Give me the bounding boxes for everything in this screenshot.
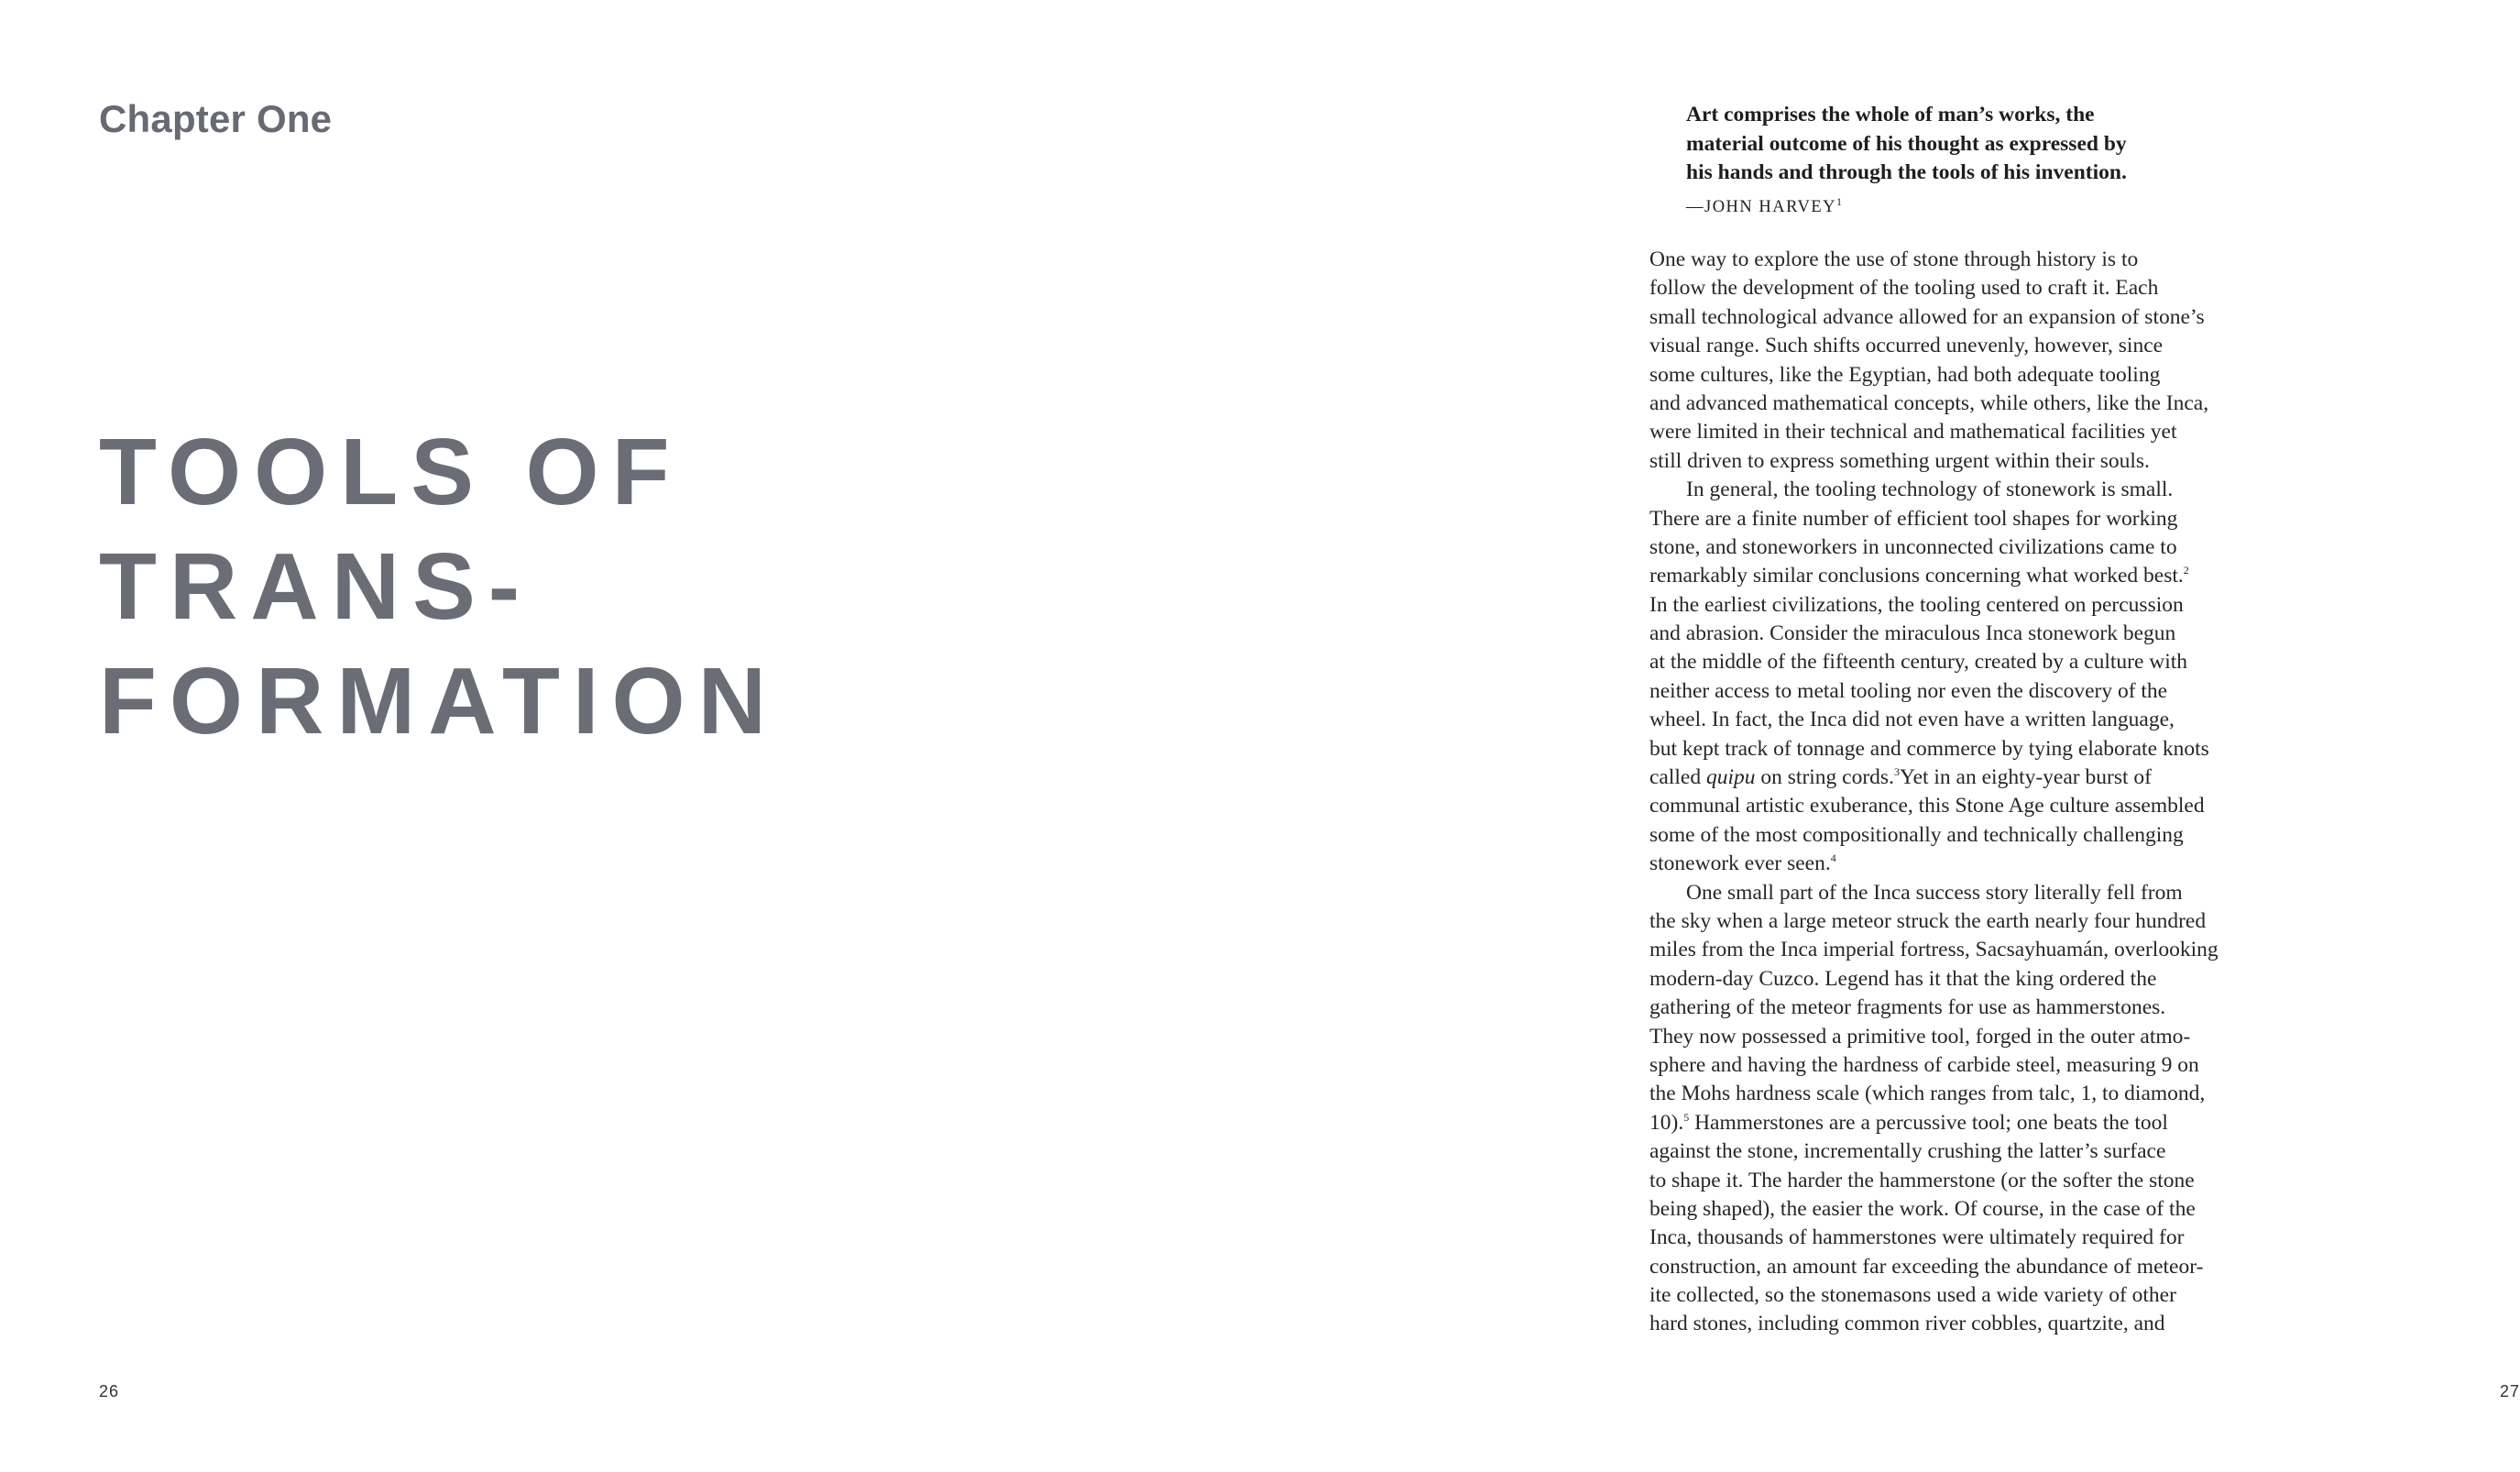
body-line xyxy=(1649,1195,2273,1224)
body-line-text: In the earliest civilizations, the tooling centered on percussion xyxy=(1649,592,2184,617)
footnote-marker: 3 xyxy=(1893,765,1900,779)
body-line xyxy=(1649,1023,2273,1051)
body-line xyxy=(1649,447,2273,476)
body-line-text: still driven to express something urgent within their souls. xyxy=(1649,448,2150,473)
body-line-text: and advanced mathematical concepts, while others, like the Inca, xyxy=(1649,390,2209,415)
body-line-text: visual range. Such shifts occurred unevenly, however, since xyxy=(1649,334,2164,358)
body-line-text: gathering of the meteor fragments for use as hammerstones. xyxy=(1649,995,2166,1020)
body-line xyxy=(1649,246,2273,274)
body-line-text: Hammerstones are a percussive tool; one beats the tool xyxy=(1689,1110,2168,1135)
body-line-text: One way to explore the use of stone through history is to xyxy=(1649,247,2139,271)
body-line-text: but kept track of tonnage and commerce by tying elaborate knots xyxy=(1649,736,2209,761)
body-line-text: In general, the tooling technology of stonework is small. xyxy=(1686,478,2174,502)
body-line-text: remarkably similar conclusions concerning what worked best. xyxy=(1649,564,2184,588)
body-line xyxy=(1649,418,2273,446)
body-line-text: to shape it. The harder the hammerstone (or the softer the stone xyxy=(1649,1168,2195,1192)
body-line xyxy=(1649,332,2273,360)
body-line-text: construction, an amount far exceeding the abundance of meteor- xyxy=(1649,1254,2204,1279)
body-line xyxy=(1649,361,2273,390)
body-line xyxy=(1649,1109,2273,1137)
body-line xyxy=(1649,792,2273,820)
body-line-text: Yet in an eighty-year burst of xyxy=(1899,765,2152,790)
page-number-left: 26 xyxy=(99,1382,120,1401)
body-line-text: the sky when a large meteor struck the earth nearly four hundred xyxy=(1649,908,2207,933)
footnote-marker: 5 xyxy=(1683,1110,1690,1124)
body-line xyxy=(1649,533,2273,562)
body-line-text: There are a finite number of efficient tool shapes for working xyxy=(1649,506,2178,531)
body-line-text: at the middle of the fifteenth century, created by a culture with xyxy=(1649,650,2188,675)
body-line xyxy=(1649,763,2273,792)
epigraph-line: Art comprises the whole of man’s works, the xyxy=(1686,103,2095,126)
body-line xyxy=(1649,1167,2273,1195)
body-line-text: hard stones, including common river cobbles, quartzite, and xyxy=(1649,1312,2165,1336)
chapter-label: Chapter One xyxy=(99,97,333,140)
body-line xyxy=(1649,620,2273,648)
body-text xyxy=(1649,246,2273,1339)
body-line xyxy=(1649,1051,2273,1080)
body-line-text: on string cords. xyxy=(1755,765,1894,790)
body-line xyxy=(1649,936,2273,964)
body-line-text: small technological advance allowed for an expansion of stone’s xyxy=(1649,304,2205,329)
body-line xyxy=(1649,821,2273,850)
body-line xyxy=(1649,648,2273,676)
body-line-text: being shaped), the easier the work. Of course, in the case of the xyxy=(1649,1196,2196,1221)
body-line xyxy=(1649,476,2273,504)
body-line-text: Inca, thousands of hammerstones were ultimately required for xyxy=(1649,1225,2185,1250)
body-line-text: miles from the Inca imperial fortress, Sacsayhuamán, overlooking xyxy=(1649,938,2219,962)
body-line-text: communal artistic exuberance, this Stone Age culture assembled xyxy=(1649,794,2205,818)
body-line-text: sphere and having the hardness of carbide steel, measuring 9 on xyxy=(1649,1052,2199,1077)
left-page xyxy=(0,0,1173,1472)
body-line-text: the Mohs hardness scale (which ranges from talc, 1, to diamond, xyxy=(1649,1082,2206,1106)
body-line-text: stonework ever seen. xyxy=(1649,851,1831,876)
body-line xyxy=(1649,965,2273,994)
body-line-text: ite collected, so the stonemasons used a wide variety of other xyxy=(1649,1283,2176,1308)
body-line xyxy=(1649,1253,2273,1281)
italic-term: quipu xyxy=(1705,765,1756,790)
body-line xyxy=(1649,850,2273,878)
body-line xyxy=(1649,1281,2273,1310)
body-line xyxy=(1649,907,2273,936)
body-line-text: follow the development of the tooling used to craft it. Each xyxy=(1649,276,2159,301)
body-line xyxy=(1649,706,2273,734)
chapter-title-line: TOOLS OF xyxy=(99,419,683,524)
chapter-title xyxy=(99,414,779,758)
body-line-text: against the stone, incrementally crushing the latter’s surface xyxy=(1649,1139,2166,1164)
body-line xyxy=(1649,390,2273,418)
chapter-title-line: TRANS- xyxy=(99,533,533,639)
body-line-text: some cultures, like the Egyptian, had both adequate tooling xyxy=(1649,362,2161,387)
footnote-marker: 2 xyxy=(2183,564,2189,577)
body-line xyxy=(1649,562,2273,590)
body-line-text: neither access to metal tooling nor even the discovery of the xyxy=(1649,678,2168,703)
body-line xyxy=(1649,1310,2273,1338)
body-line-text: called xyxy=(1649,765,1706,790)
epigraph xyxy=(1686,101,2236,222)
epigraph-author: —JOHN HARVEY xyxy=(1686,197,1837,216)
epigraph-quote xyxy=(1686,101,2236,188)
body-line xyxy=(1649,677,2273,706)
footnote-marker: 4 xyxy=(1830,851,1836,865)
body-line xyxy=(1649,274,2273,302)
body-line xyxy=(1649,994,2273,1022)
body-line xyxy=(1649,735,2273,763)
body-line-text: They now possessed a primitive tool, forged in the outer atmo- xyxy=(1649,1024,2191,1049)
body-line-text: One small part of the Inca success story literally fell from xyxy=(1686,880,2183,905)
body-line-text: some of the most compositionally and technically challenging xyxy=(1649,822,2184,847)
body-line-text: 10). xyxy=(1649,1110,1684,1135)
epigraph-line: his hands and through the tools of his invention. xyxy=(1686,160,2127,184)
body-line-text: wheel. In fact, the Inca did not even have a written language, xyxy=(1649,708,2175,732)
body-line-text: stone, and stoneworkers in unconnected civilizations came to xyxy=(1649,534,2177,559)
body-line xyxy=(1649,1137,2273,1166)
body-line xyxy=(1649,505,2273,533)
page-number-right: 27 xyxy=(2500,1382,2520,1401)
body-line xyxy=(1649,591,2273,620)
epigraph-attribution xyxy=(1686,188,2236,223)
body-line-text: and abrasion. Consider the miraculous Inca stonework begun xyxy=(1649,621,2176,646)
epigraph-line: material outcome of his thought as expressed by xyxy=(1686,131,2127,156)
chapter-title-line: FORMATION xyxy=(99,648,779,753)
body-line-text: were limited in their technical and mathematical facilities yet xyxy=(1649,420,2177,445)
body-line xyxy=(1649,879,2273,907)
body-line xyxy=(1649,1224,2273,1252)
body-line-text: modern-day Cuzco. Legend has it that the king ordered the xyxy=(1649,966,2157,991)
body-line xyxy=(1649,1080,2273,1108)
body-line xyxy=(1649,303,2273,332)
footnote-marker: 1 xyxy=(1836,194,1843,208)
